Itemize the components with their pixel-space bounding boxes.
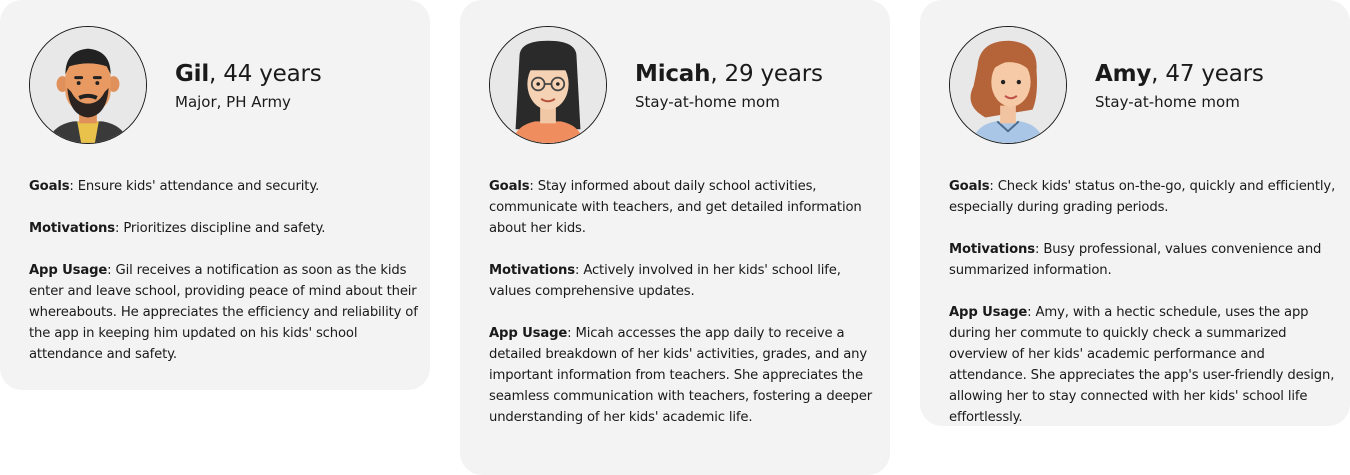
app-usage-label: App Usage: [29, 263, 108, 278]
goals-label: Goals: [489, 179, 530, 194]
motivations-label: Motivations: [489, 263, 575, 278]
goals-section: [949, 176, 1339, 218]
persona-heading: [1095, 58, 1264, 90]
persona-card-gil: [0, 0, 430, 390]
app-usage-section: [489, 323, 879, 428]
motivations-section: [489, 260, 879, 302]
persona-details: [949, 176, 1339, 449]
persona-details: [489, 176, 879, 449]
motivations-section: [949, 239, 1339, 281]
persona-role: Major, PH Army: [175, 93, 291, 111]
motivations-label: Motivations: [949, 242, 1035, 257]
motivations-text: : Busy professional, values convenience and summarized information.: [949, 242, 1322, 278]
goals-label: Goals: [949, 179, 990, 194]
persona-age: , 29 years: [710, 61, 823, 87]
goals-text: : Ensure kids' attendance and security.: [69, 179, 320, 194]
persona-name: Micah: [635, 61, 711, 87]
persona-name: Gil: [175, 61, 210, 87]
motivations-text: : Actively involved in her kids' school life, values comprehensive updates.: [489, 263, 841, 299]
app-usage-text: : Amy, with a hectic schedule, uses the app during her commute to quickly check a summarized overview of her kids' academic performance and attendance. She appreciates the app's user-friendly design, allowing her to stay connected with her kids' school life effortlessly.: [949, 305, 1335, 425]
persona-heading: [635, 58, 823, 90]
goals-section: [489, 176, 879, 239]
persona-name: Amy: [1095, 61, 1152, 87]
app-usage-section: [29, 260, 419, 365]
app-usage-text: : Gil receives a notification as soon as the kids enter and leave school, providing peace of mind about their whereabouts. He appreciates the efficiency and reliability of the app in keeping him updated on his kids' school attendance and safety.: [29, 263, 418, 362]
persona-card-amy: [920, 0, 1350, 426]
goals-text: : Check kids' status on-the-go, quickly and efficiently, especially during grading periods.: [949, 179, 1336, 215]
app-usage-label: App Usage: [489, 326, 568, 341]
avatar: [949, 26, 1067, 144]
motivations-text: : Prioritizes discipline and safety.: [114, 221, 326, 236]
persona-heading: [175, 58, 322, 90]
persona-card-micah: [460, 0, 890, 475]
goals-label: Goals: [29, 179, 70, 194]
app-usage-section: [949, 302, 1339, 428]
motivations-section: [29, 218, 419, 239]
goals-text: : Stay informed about daily school activities, communicate with teachers, and get detailed information about her kids.: [489, 179, 862, 236]
persona-role: Stay-at-home mom: [635, 93, 780, 111]
persona-age: , 44 years: [209, 61, 322, 87]
persona-age: , 47 years: [1151, 61, 1264, 87]
persona-role: Stay-at-home mom: [1095, 93, 1240, 111]
woman-avatar-icon: [950, 27, 1066, 143]
woman-glasses-avatar-icon: [490, 27, 606, 143]
avatar: [489, 26, 607, 144]
app-usage-label: App Usage: [949, 305, 1028, 320]
avatar: [29, 26, 147, 144]
persona-details: [29, 176, 419, 386]
motivations-label: Motivations: [29, 221, 115, 236]
app-usage-text: : Micah accesses the app daily to receive a detailed breakdown of her kids' activities, grades, and any important information from teachers. She appreciates the seamless communication with teachers, fostering a deeper understanding of her kids' academic life.: [489, 326, 872, 425]
man-avatar-icon: [30, 27, 146, 143]
goals-section: [29, 176, 419, 197]
